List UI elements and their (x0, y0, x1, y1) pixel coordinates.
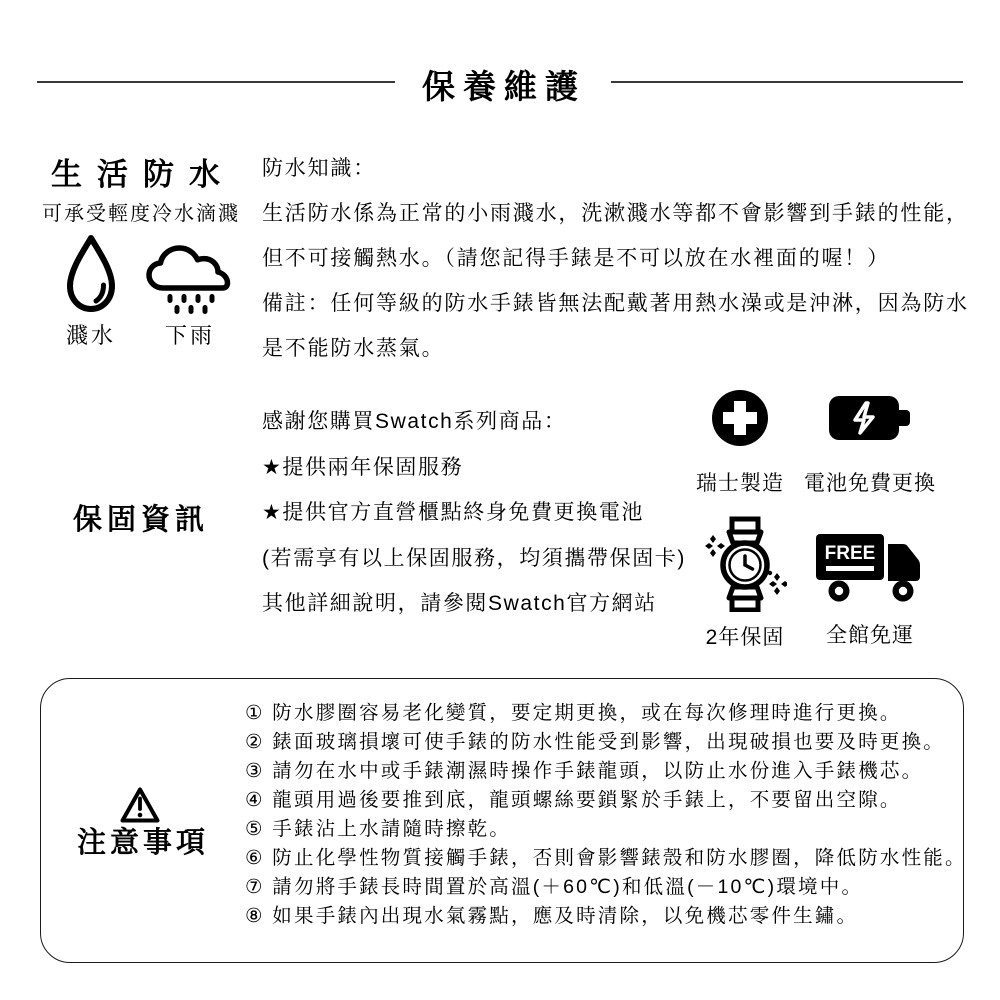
notice-items (245, 699, 967, 931)
notice-item: ③ 請勿在水中或手錶潮濕時操作手錶龍頭，以防止水份進入手錶機芯。 (245, 760, 924, 782)
notice-item: ④ 龍頭用過後要推到底，龍頭螺絲要鎖緊於手錶上，不要留出空隙。 (245, 789, 902, 811)
warranty-line: ★提供兩年保固服務 (262, 455, 464, 479)
warranty-heading: 保固資訊 (73, 504, 210, 536)
waterproof-heading: 生活防水 (51, 157, 235, 192)
badge-label: 2年保固 (705, 626, 785, 649)
warranty-line: 感謝您購買Swatch系列商品： (262, 410, 567, 433)
waterproof-line: 是不能防水蒸氣。 (262, 337, 445, 360)
water-drop-icon (57, 233, 125, 315)
badge-label: 電池免費更換 (804, 472, 936, 495)
notice-item: ⑦ 請勿將手錶長時間置於高溫(＋60℃)和低溫(－10℃)環境中。 (245, 876, 864, 898)
notice-item: ⑧ 如果手錶內出現水氣霧點，應及時清除，以免機芯零件生鏽。 (245, 905, 859, 927)
rain-cloud-label: 下雨 (164, 323, 215, 348)
notice-item: ① 防水膠圈容易老化變質，要定期更換，或在每次修理時進行更換。 (245, 702, 902, 724)
waterproof-line: 防水知識： (262, 157, 376, 180)
watch-icon (703, 516, 787, 612)
waterproof-line: 生活防水係為正常的小雨濺水，洗漱濺水等都不會影響到手錶的性能， (262, 202, 969, 225)
swiss-cross-icon (711, 389, 769, 447)
truck-free-text: FREE (824, 543, 876, 564)
badge-swiss-made (690, 389, 790, 497)
badge-battery-replacement (798, 389, 942, 497)
warranty-line: (若需享有以上保固服務，均須攜帶保固卡) (262, 546, 686, 570)
notice-item: ⑤ 手錶沾上水請隨時擦乾。 (245, 818, 511, 840)
page-title: 保養維護 (422, 68, 586, 105)
waterproof-knowledge-text (262, 146, 982, 371)
warranty-text (262, 399, 722, 627)
warning-triangle-icon (118, 784, 162, 824)
waterproof-subheading: 可承受輕度冷水滴濺 (42, 203, 240, 225)
rain-drops (168, 294, 215, 314)
battery-lightning-icon (824, 389, 916, 447)
notice-item: ② 錶面玻璃損壞可使手錶的防水性能受到影響，出現破損也要及時更換。 (245, 731, 945, 753)
notice-heading: 注意事項 (76, 827, 209, 859)
delivery-truck-icon (814, 530, 926, 604)
rain-cloud-icon (144, 244, 236, 314)
waterproof-line: 但不可接觸熱水。（請您記得手錶是不可以放在水裡面的喔！） (262, 247, 890, 270)
warranty-line: 其他詳細說明，請參閱Swatch官方網站 (262, 592, 657, 615)
waterproof-line: 備註：任何等級的防水手錶皆無法配戴著用熱水澡或是沖淋，因為防水 (262, 292, 969, 315)
badge-label: 瑞士製造 (696, 472, 784, 495)
notice-item: ⑥ 防止化學性物質接觸手錶，否則會影響錶殼和防水膠圈，降低防水性能。 (245, 847, 967, 869)
badge-label: 全館免運 (826, 624, 914, 647)
badge-two-year-warranty (697, 516, 793, 651)
water-drop-label: 濺水 (65, 323, 116, 348)
title-divider-right (611, 81, 963, 83)
warranty-line: ★提供官方直營櫃點終身免費更換電池 (262, 501, 645, 524)
badge-free-shipping (806, 530, 934, 649)
